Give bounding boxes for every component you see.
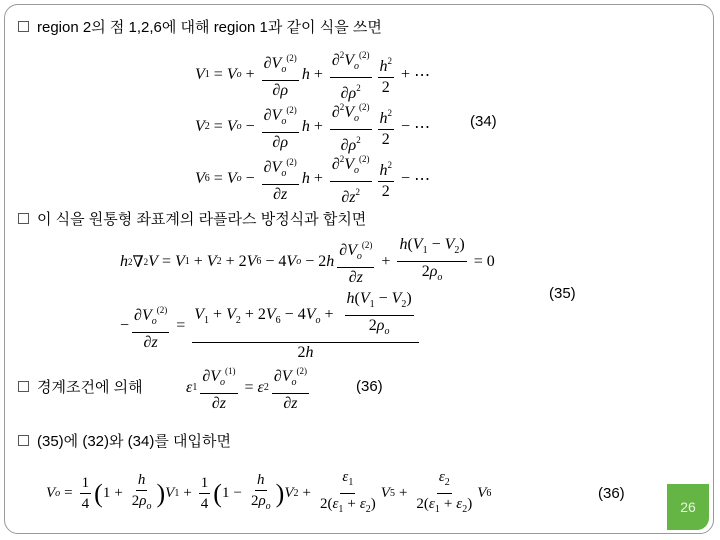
page-number-badge: 26 bbox=[667, 484, 709, 530]
bullet-2-text: 이 식을 원통형 좌표계의 라플라스 방정식과 합치면 bbox=[37, 211, 367, 228]
bullet-box-icon bbox=[18, 21, 29, 32]
bullet-box-icon bbox=[18, 381, 29, 392]
bullet-2 bbox=[18, 208, 366, 229]
equation-boundary: ε 1 $\frac{\partial V_o^{(1)}}{\partial z}$ = ε 2 $\frac{\partial V_o^{(2)}}{\partial z}$ bbox=[186, 362, 312, 413]
bullet-4-text: (35)에 (32)와 (34)를 대입하면 bbox=[37, 433, 231, 450]
equation-vo-final: V o = $\frac{1}{4}$ ( 1 + $\frac{h}{2\rho_o}$ ) V 1 + $\frac{1}{4}$ ( 1 − $\frac{h}{2\rho_o}$ ) V 2 + $\frac{\varepsilon_1}{2(\varepsilon_1 + \varepsilon_2)}$ V 5 + $\frac{\varepsilon_2}{2(\varepsilon_1 + \varepsilon_2)}$ V 6 bbox=[46, 469, 492, 515]
equation-laplace-sum: h 2 ∇ 2 V = V 1 + V 2 + 2 V 6 − 4 V o − 2 h $\frac{\partial V_o^{(2)}}{\partial z}$ + $\frac{h(V_1 - V_2)}{2\rho_o}$ = 0 bbox=[120, 236, 495, 286]
bullet-1-text: region 2의 점 1,2,6에 대해 region 1과 같이 식을 쓰면 bbox=[37, 19, 382, 36]
bullet-4 bbox=[18, 430, 231, 451]
bullet-box-icon bbox=[18, 213, 29, 224]
equation-v1: V 1 = V o + $\frac{\partial V_o^{(2)}}{\partial\rho}$ h + $\frac{\partial^2V_o^{(2)}}{\partial\rho^2}$ $\frac{h^2}{2}$ + ⋯ bbox=[195, 46, 430, 103]
bullet-3-text: 경계조건에 의해 bbox=[37, 379, 143, 396]
bullet-box-icon bbox=[18, 435, 29, 446]
bullet-3 bbox=[18, 376, 143, 397]
equation-v6: V 6 = V o − $\frac{\partial V_o^{(2)}}{\partial z}$ h + $\frac{\partial^2V_o^{(2)}}{\partial z^2}$ $\frac{h^2}{2}$ − ⋯ bbox=[195, 150, 430, 207]
equation-number-36a: (36) bbox=[356, 378, 383, 395]
equation-number-36b: (36) bbox=[598, 485, 625, 502]
equation-number-35: (35) bbox=[549, 285, 576, 302]
bullet-1 bbox=[18, 16, 382, 37]
equation-dvdz: − $\frac{\partial V_o^{(2)}}{\partial z}$ = $V_1 + V_2 + 2V_6 - 4V_o$ + $\frac{h(V_1 - V_2)}{2\rho_o}$ 2h bbox=[120, 290, 422, 362]
equation-number-34: (34) bbox=[470, 113, 497, 130]
equation-v2: V 2 = V o − $\frac{\partial V_o^{(2)}}{\partial\rho}$ h + $\frac{\partial^2V_o^{(2)}}{\partial\rho^2}$ $\frac{h^2}{2}$ − ⋯ bbox=[195, 98, 430, 155]
